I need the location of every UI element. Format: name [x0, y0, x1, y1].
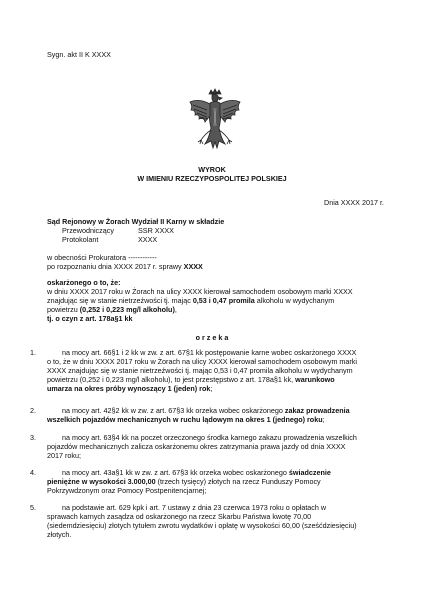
item-number-2: 2. [30, 406, 36, 415]
charge-line-4: tj. o czyn z art. 178a§1 kk [47, 314, 133, 323]
item-1-line-5: umarza na okres próby wynoszący 1 (jeden) rok; [47, 384, 213, 393]
item-number-1: 1. [30, 348, 36, 357]
item-4-line-3: Pokrzywdzonym oraz Pomocy Postpenitencjarnej; [47, 486, 207, 495]
item-number-5: 5. [30, 503, 36, 512]
presiding-label: Przewodniczący [62, 226, 114, 235]
item-4-line-2: pieniężne w wysokości 3.000,00 (trzech tysięcy) złotych na rzecz Funduszy Pomocy [47, 477, 321, 486]
charge-line-3: powietrzu (0,252 i 0,223 mg/l alkoholu), [47, 305, 177, 314]
clerk-label: Protokolant [62, 235, 99, 244]
item-5-line-3: (siedemdziesięciu) złotych tytułem zwrotu wydatków i opłatę w wysokości 60,00 (sześćdziesięciu) [47, 521, 357, 530]
charge-line-1: w dniu XXXX 2017 roku w Żorach na ulicy XXXX kierował samochodem osobowym marki XXXX [47, 287, 353, 296]
item-2-line-1: na mocy art. 42§2 kk w zw. z art. 67§3 kk orzeka wobec oskarżonego zakaz prowadzenia [62, 406, 350, 415]
item-1-line-4: powietrzu (0,252 i 0,223 mg/l alkoholu), to jest przestępstwo z art. 178a§1 kk, warunkowo [47, 375, 335, 384]
item-3-line-1: na mocy art. 63§4 kk na poczet orzeczonego środka karnego zakazu prowadzenia wszelkich [62, 433, 357, 442]
item-5-line-2: sprawach karnych zasądza od oskarżonego na rzecz Skarbu Państwa kwotę 70,00 [47, 512, 312, 521]
hearing-line: po rozpoznaniu dnia XXXX 2017 r. sprawy XXXX [47, 262, 203, 271]
item-5-line-4: złotych. [47, 530, 72, 539]
item-number-3: 3. [30, 433, 36, 442]
case-signature: Sygn. akt II K XXXX [47, 50, 111, 59]
orzeka-heading: o r z e k a [195, 333, 229, 342]
accused-heading: oskarżonego o to, że: [47, 278, 121, 287]
item-2-line-2: wszelkich pojazdów mechanicznych w ruchu lądowym na okres 1 (jednego) roku; [47, 415, 325, 424]
item-1-line-1: na mocy art. 66§1 i 2 kk w zw. z art. 67§1 kk postępowanie karne wobec oskarżonego XXXX [62, 348, 357, 357]
presiding-judge: SSR XXXX [138, 226, 174, 235]
polish-eagle-emblem-icon [185, 88, 245, 154]
court-composition: Sąd Rejonowy w Żorach Wydział II Karny w składzie [47, 217, 225, 226]
judgment-title: WYROK [198, 165, 226, 174]
item-4-line-1: na mocy art. 43a§1 kk w zw. z art. 67§3 kk orzeka wobec oskarżonego świadczenie [62, 468, 331, 477]
item-3-line-3: 2017 roku; [47, 451, 81, 460]
charge-line-2: znajdując się w stanie nietrzeźwości tj. mając 0,53 i 0,47 promila alkoholu w wydychanym [47, 296, 335, 305]
clerk-name: XXXX [138, 235, 158, 244]
item-1-line-2: o to, że w dniu XXXX 2017 roku w Żorach na ulicy XXXX kierował samochodem osobowym marki [47, 357, 357, 366]
judgment-subtitle: W IMIENIU RZECZYPOSPOLITEJ POLSKIEJ [137, 174, 287, 183]
item-3-line-2: pojazdów mechanicznych zalicza oskarżonemu okres zatrzymania prawa jazdy od dnia XXXX [47, 442, 346, 451]
prosecutor-line: w obecności Prokuratora ------------ [47, 253, 157, 262]
item-5-line-1: na podstawie art. 629 kpk i art. 7 ustawy z dnia 23 czerwca 1973 roku o opłatach w [62, 503, 327, 512]
item-number-4: 4. [30, 468, 36, 477]
judgment-date: Dnia XXXX 2017 r. [324, 198, 384, 207]
item-1-line-3: XXXX znajdując się w stanie nietrzeźwości tj. mając 0,53 i 0,47 promila alkoholu w wydychanym [47, 366, 353, 375]
